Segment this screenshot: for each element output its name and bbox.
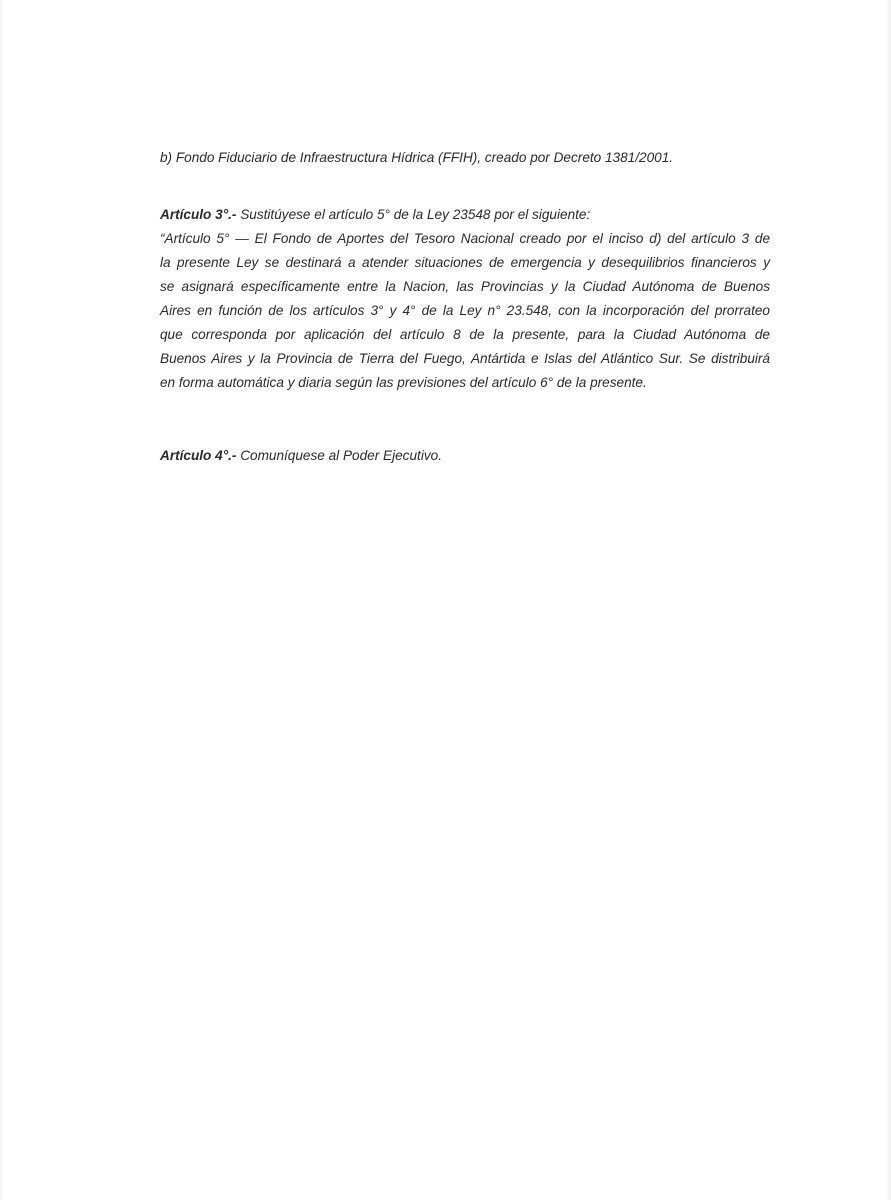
article-3-line: la presente Ley se destinará a atender situaciones de emergencia y desequilibrios financieros y	[160, 255, 770, 270]
article-3-line: se asignará específicamente entre la Nacion, las Provincias y la Ciudad Autónoma de Buenos	[160, 279, 770, 294]
article-3-line: Buenos Aires y la Provincia de Tierra del Fuego, Antártida e Islas del Atlántico Sur. Se distribuirá	[160, 351, 770, 366]
article-3-heading-line	[160, 203, 590, 227]
scan-edge-right	[885, 0, 891, 1200]
article-3-line: “Artículo 5° — El Fondo de Aportes del Tesoro Nacional creado por el inciso d) del artículo 3 de	[160, 231, 770, 246]
article-3-intro: Sustitúyese el artículo 5° de la Ley 23548 por el siguiente:	[236, 207, 591, 222]
article-3-line: Aires en función de los artículos 3° y 4° de la Ley n° 23.548, con la incorporación del prorrateo	[160, 303, 770, 318]
article-3-body	[160, 227, 770, 395]
article-4-line	[160, 444, 442, 468]
item-b-text: b) Fondo Fiduciario de Infraestructura Hídrica (FFIH), creado por Decreto 1381/2001.	[160, 150, 674, 165]
article-3-line: que corresponda por aplicación del artículo 8 de la presente, para la Ciudad Autónoma de	[160, 327, 770, 342]
article-3-heading: Artículo 3°.-	[160, 207, 237, 222]
article-3-line: en forma automática y diaria según las previsiones del artículo 6° de la presente.	[160, 375, 647, 390]
article-4-text: Comuníquese al Poder Ejecutivo.	[236, 448, 442, 463]
article-4-heading: Artículo 4°.-	[160, 448, 237, 463]
item-b-paragraph	[160, 146, 673, 170]
scan-edge-left	[0, 0, 3, 1200]
